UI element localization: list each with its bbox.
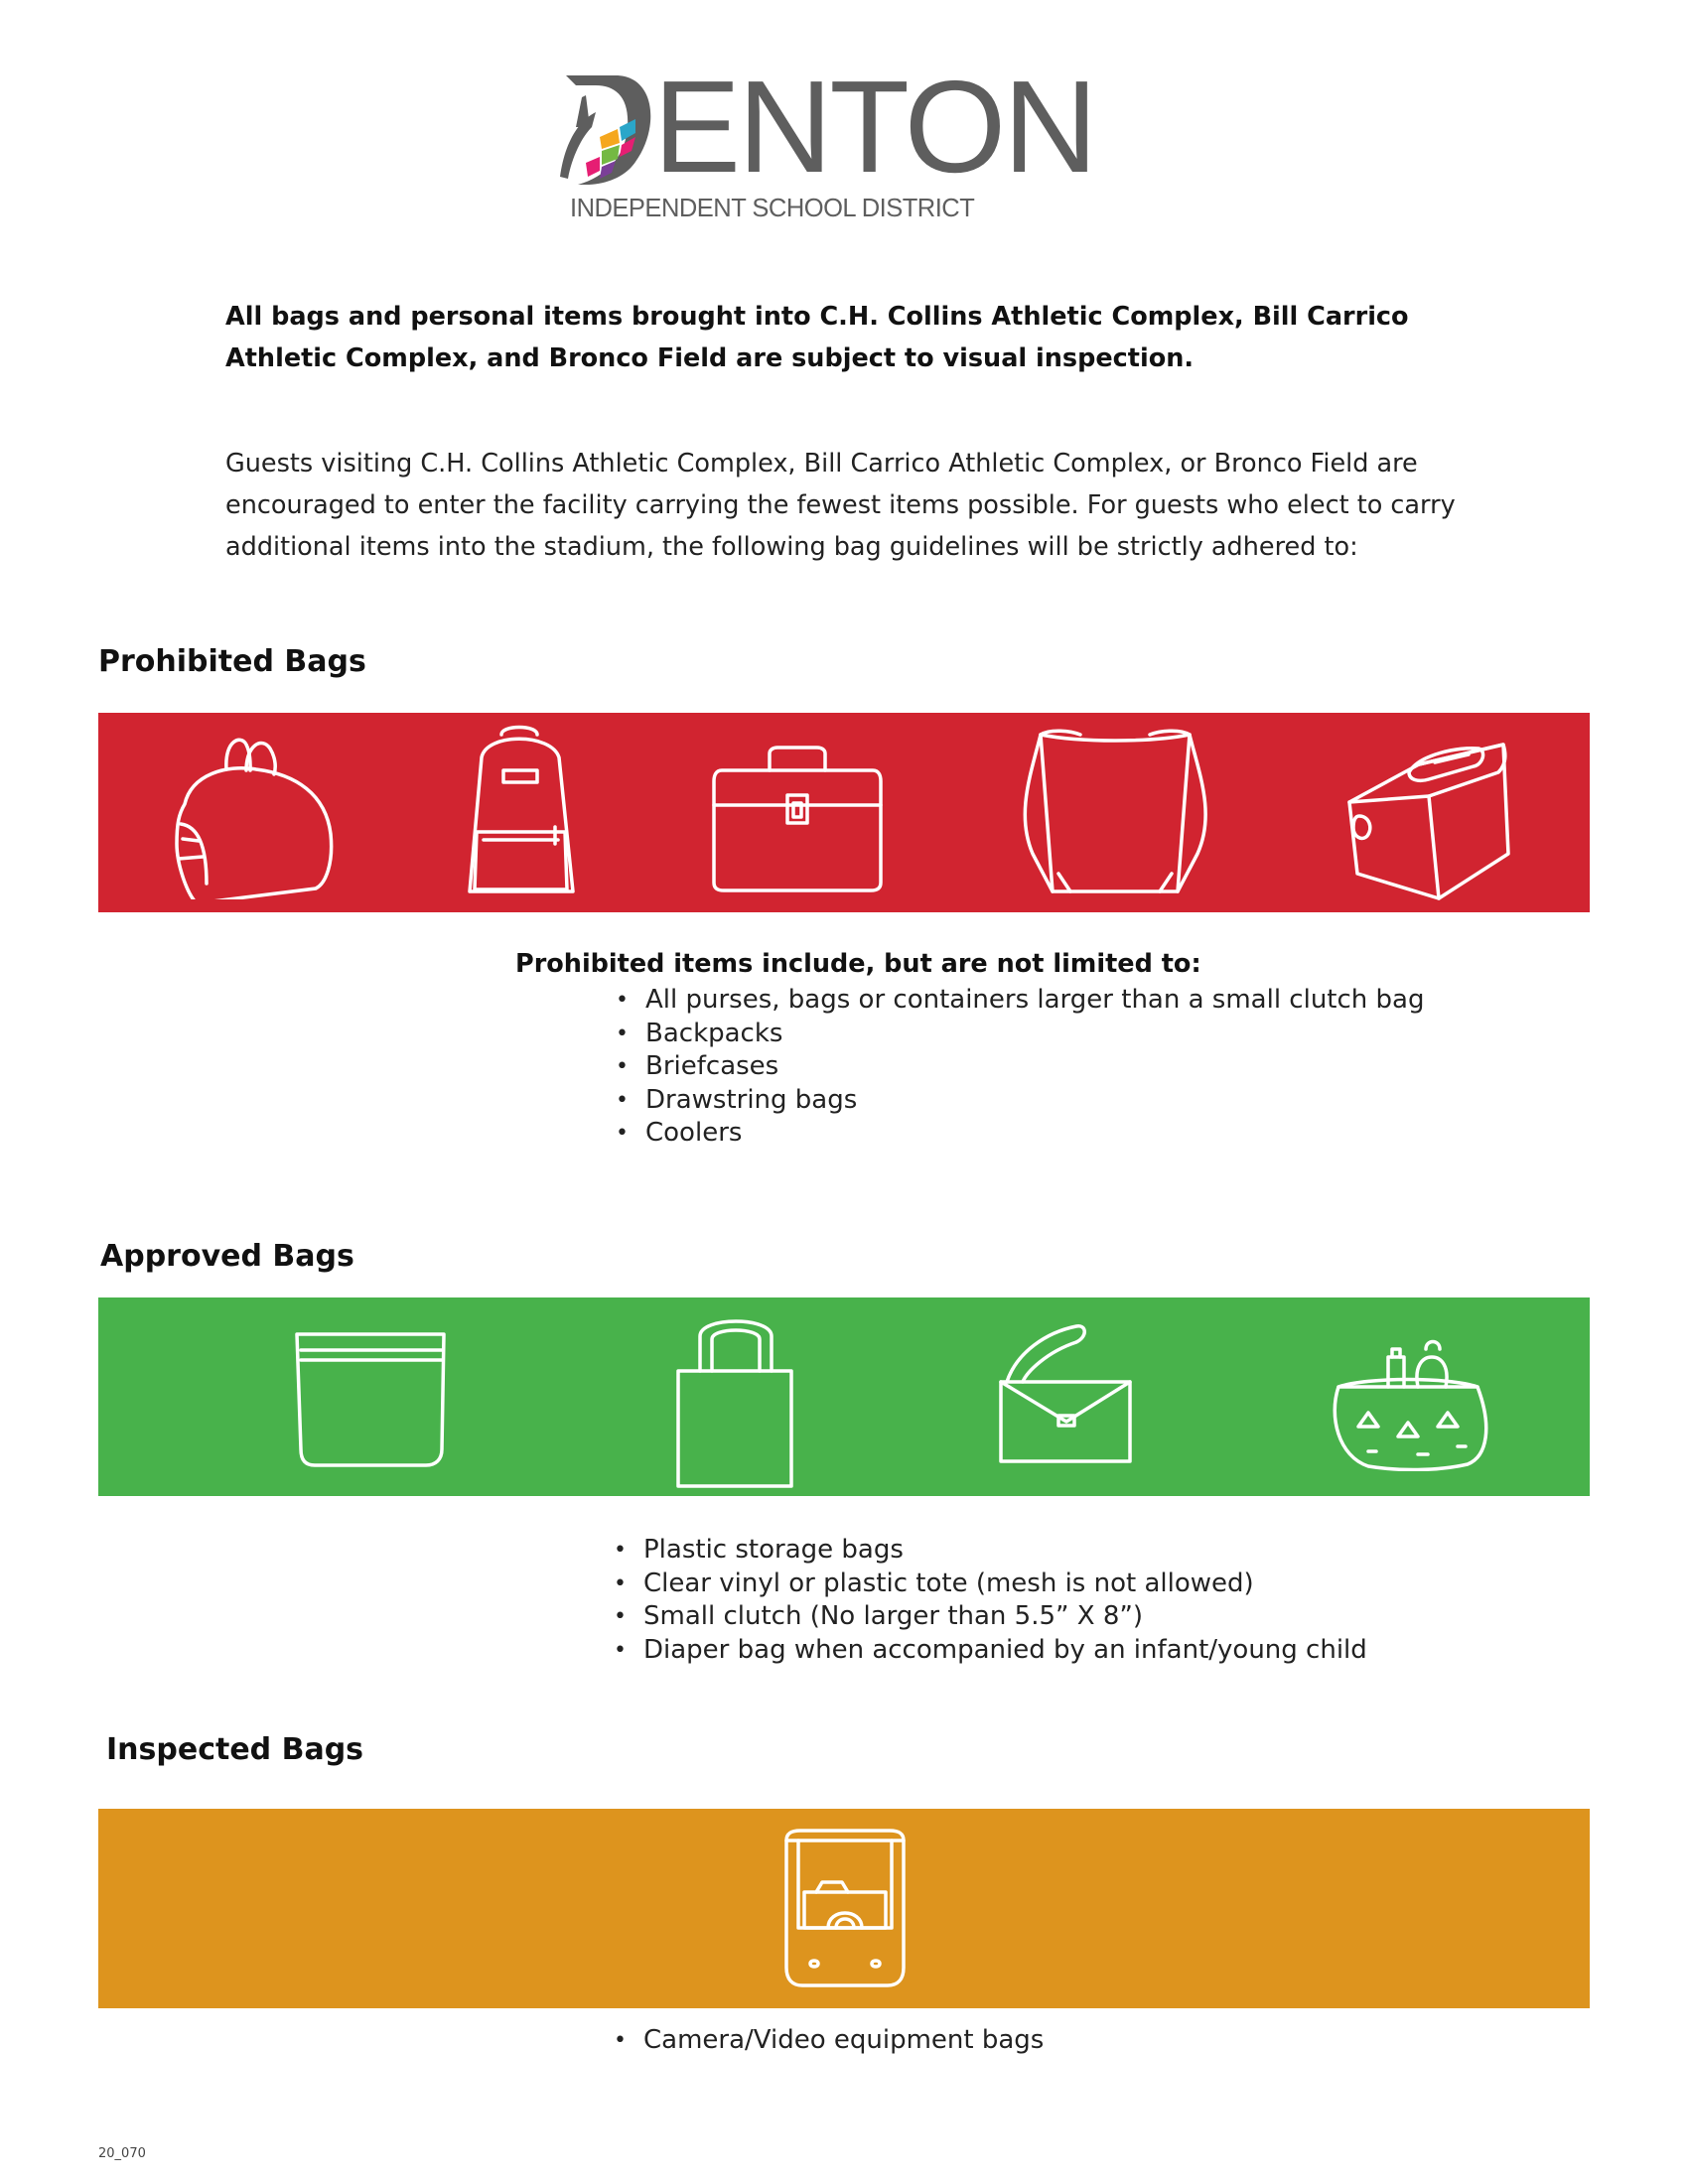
- list-item: • Plastic storage bags: [614, 1534, 1367, 1568]
- approved-items-list: [614, 1534, 1367, 1667]
- prohibited-items-list: [616, 984, 1424, 1151]
- list-item: • All purses, bags or containers larger than a small clutch bag: [616, 984, 1424, 1018]
- tote-bag-icon: [674, 1311, 798, 1488]
- intro-paragraph: Guests visiting C.H. Collins Athletic Complex, Bill Carrico Athletic Complex, or Bronco Field are encouraged to enter the facility carrying the fewest items possible. For guests who elect to carry additional items into the stadium, the following bag guidelines will be strictly adhered to:: [225, 449, 1456, 562]
- logo-subtitle: INDEPENDENT SCHOOL DISTRICT: [570, 195, 975, 222]
- prohibited-list-title: Prohibited items include, but are not limited to:: [515, 949, 1201, 979]
- logo-wordmark: ENTON: [653, 54, 1095, 200]
- list-item: • Backpacks: [616, 1018, 1424, 1051]
- diaper-bag-icon: [1329, 1327, 1492, 1471]
- inspected-heading: Inspected Bags: [106, 1732, 364, 1767]
- list-item: • Clear vinyl or plastic tote (mesh is not allowed): [614, 1568, 1367, 1601]
- camera-bag-icon: [782, 1829, 908, 1989]
- inspected-items-list: [614, 2024, 1044, 2058]
- prohibited-bags-band: [98, 713, 1590, 912]
- list-item: • Coolers: [616, 1117, 1424, 1151]
- approved-bags-band: [98, 1297, 1590, 1496]
- inspected-bags-band: [98, 1809, 1590, 2008]
- list-item: • Diaper bag when accompanied by an infant/young child: [614, 1634, 1367, 1668]
- plastic-storage-bag-icon: [293, 1330, 452, 1469]
- list-item: • Small clutch (No larger than 5.5” X 8”): [614, 1600, 1367, 1634]
- list-item: • Briefcases: [616, 1050, 1424, 1084]
- logo-mark-icon: [556, 68, 655, 187]
- inspection-notice: All bags and personal items brought into C.H. Collins Athletic Complex, Bill Carrico Athletic Complex, and Bronco Field are subject to visual inspection.: [225, 302, 1409, 373]
- approved-heading: Approved Bags: [100, 1239, 354, 1274]
- duffel-bag-icon: [167, 725, 341, 899]
- clutch-icon: [997, 1322, 1166, 1481]
- document-code: 20_070: [98, 2146, 146, 2161]
- district-logo: [556, 54, 1142, 226]
- cooler-icon: [1339, 725, 1513, 903]
- prohibited-heading: Prohibited Bags: [98, 644, 366, 679]
- briefcase-icon: [712, 746, 883, 892]
- list-item: • Camera/Video equipment bags: [614, 2024, 1044, 2058]
- drawstring-bag-icon: [1011, 725, 1219, 901]
- backpack-icon: [462, 723, 579, 901]
- list-item: • Drawstring bags: [616, 1084, 1424, 1118]
